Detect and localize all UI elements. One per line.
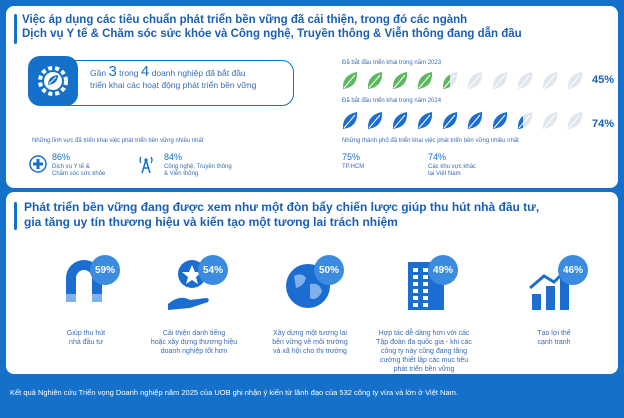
top-title: [22, 13, 522, 42]
benefit-desc-line: Tập đoàn đa quốc gia - khi các: [376, 339, 472, 346]
leaf-icon: [415, 70, 435, 92]
leaf-icon: [365, 110, 385, 132]
year2023-label: Đã bắt đầu triển khai trong năm 2023: [342, 60, 442, 66]
leaf-gear-icon: [28, 56, 78, 106]
city-label-line: tại Việt Nam: [428, 171, 461, 177]
city-other-pct: 74%: [428, 152, 447, 162]
leaf-icon: [565, 110, 585, 132]
leaf-icon: [515, 110, 535, 132]
city-hcm-label: TP.HCM: [342, 164, 365, 170]
telecom-tower-icon: [136, 154, 156, 179]
bottom-title: [24, 200, 539, 230]
benefit-desc-line: nhà đầu tư: [69, 339, 103, 346]
benefit-desc-line: Xây dựng một tương lai: [273, 330, 347, 337]
benefit-desc: [502, 329, 606, 347]
leaf-icon: [465, 110, 485, 132]
leaf-icon: [565, 70, 585, 92]
benefit-desc-line: cường thiết lập các mục tiêu: [379, 357, 469, 364]
sector-tech-label: [164, 164, 232, 178]
stat-suffix: doanh nghiệp đã bắt đầu: [149, 68, 246, 78]
stat-prefix: Gần: [90, 68, 109, 78]
benefit-pct-badge: 59%: [90, 255, 120, 285]
leaf-icon: [440, 110, 460, 132]
benefit-desc-line: bền vững về môi trường: [272, 339, 348, 346]
leaf-row-2024: [340, 110, 585, 132]
sector-label-line: Chăm sóc sức khỏe: [52, 171, 106, 177]
cities-label: Những thành phố đã triển khai việc phát triển bền vững nhiều nhất: [342, 138, 519, 144]
leaf-icon: [540, 70, 560, 92]
leaf-icon: [515, 70, 535, 92]
stat-mid: trong: [116, 68, 141, 78]
stat-line2: triển khai các hoạt động phát triển bền vững: [90, 80, 257, 90]
sector-healthcare-label: [52, 164, 105, 178]
leaf-row-2023: [340, 70, 585, 92]
stat-num1: 3: [108, 63, 117, 80]
leaf-icon: [465, 70, 485, 92]
sectors-label: Những lĩnh vực đã triển khai việc phát triển bền vững nhiều nhất: [32, 138, 204, 144]
top-title-line1: Việc áp dụng các tiêu chuẩn phát triển bền vững đã cải thiện, trong đó các ngành: [22, 14, 468, 26]
benefit-desc-line: và xã hội cho thị trường: [273, 348, 347, 355]
year2024-label: Đã bắt đầu triển khai trong năm 2024: [342, 98, 442, 104]
bottom-accent-bar: [14, 202, 17, 230]
benefit-desc-line: Giúp thu hút: [66, 330, 106, 337]
leaf-icon: [365, 70, 385, 92]
benefit-pct-badge: 46%: [558, 255, 588, 285]
healthcare-icon: [28, 154, 48, 179]
leaf-icon: [340, 110, 360, 132]
stat-text: [90, 63, 257, 91]
stat-num2: 4: [140, 63, 150, 80]
top-accent-bar: [14, 14, 17, 44]
benefit-desc-line: công ty này cũng đang tăng: [380, 348, 467, 355]
benefit-desc: [142, 329, 246, 356]
benefit-desc: [34, 329, 138, 347]
benefit-pct-badge: 54%: [198, 255, 228, 285]
city-label-line: Các khu vực khác: [428, 164, 477, 170]
top-title-line2: Dịch vụ Y tế & Chăm sóc sức khỏe và Công nghệ, Truyền thông & Viễn thông đang dẫn đầu: [22, 28, 522, 41]
benefit-desc-line: phát triển bền vững: [393, 366, 455, 373]
benefit-desc-line: hoặc xây dựng thương hiệu: [150, 339, 238, 346]
leaf-icon: [415, 110, 435, 132]
city-hcm-pct: 75%: [342, 152, 361, 162]
benefit-desc: [372, 329, 476, 374]
bottom-title-line2: gia tăng uy tín thương hiệu và kiến tạo một tương lai trách nhiệm: [24, 215, 398, 229]
leaf-icon: [340, 70, 360, 92]
benefit-desc-line: Tạo lợi thế: [537, 330, 571, 337]
benefit-desc-line: Cải thiện danh tiếng: [162, 330, 226, 337]
sector-label-line: Dịch vụ Y tế &: [52, 164, 90, 170]
bottom-title-line1: Phát triển bền vững đang được xem như một đòn bẩy chiến lược giúp thu hút nhà đầu tư,: [24, 200, 540, 214]
benefit-desc-line: doanh nghiệp tốt hơn: [160, 348, 228, 355]
sector-label-line: Công nghệ, Truyền thông: [164, 164, 232, 170]
year2024-pct: 74%: [592, 118, 615, 130]
benefit-desc: [258, 329, 362, 356]
year2023-pct: 45%: [592, 74, 615, 86]
leaf-icon: [390, 70, 410, 92]
leaf-icon: [440, 70, 460, 92]
benefit-pct-badge: 49%: [428, 255, 458, 285]
bottom-card: [6, 192, 618, 374]
benefit-pct-badge: 50%: [314, 255, 344, 285]
leaf-icon: [490, 110, 510, 132]
sector-tech-pct: 84%: [164, 152, 183, 162]
leaf-icon: [490, 70, 510, 92]
city-other-label: [428, 164, 476, 178]
top-card: [6, 6, 618, 188]
sector-healthcare-pct: 86%: [52, 152, 71, 162]
leaf-icon: [390, 110, 410, 132]
benefit-desc-line: cạnh tranh: [537, 339, 571, 346]
footer-note: Kết quả Nghiên cứu Triển vọng Doanh nghiệp năm 2025 của UOB ghi nhận ý kiến từ lãnh đạo của 532 công ty vừa và lớn ở Việt Nam.: [10, 388, 458, 397]
sector-label-line: & Viễn thông: [164, 171, 199, 177]
leaf-icon: [540, 110, 560, 132]
benefit-desc-line: Hợp tác dễ dàng hơn với các: [378, 330, 470, 337]
